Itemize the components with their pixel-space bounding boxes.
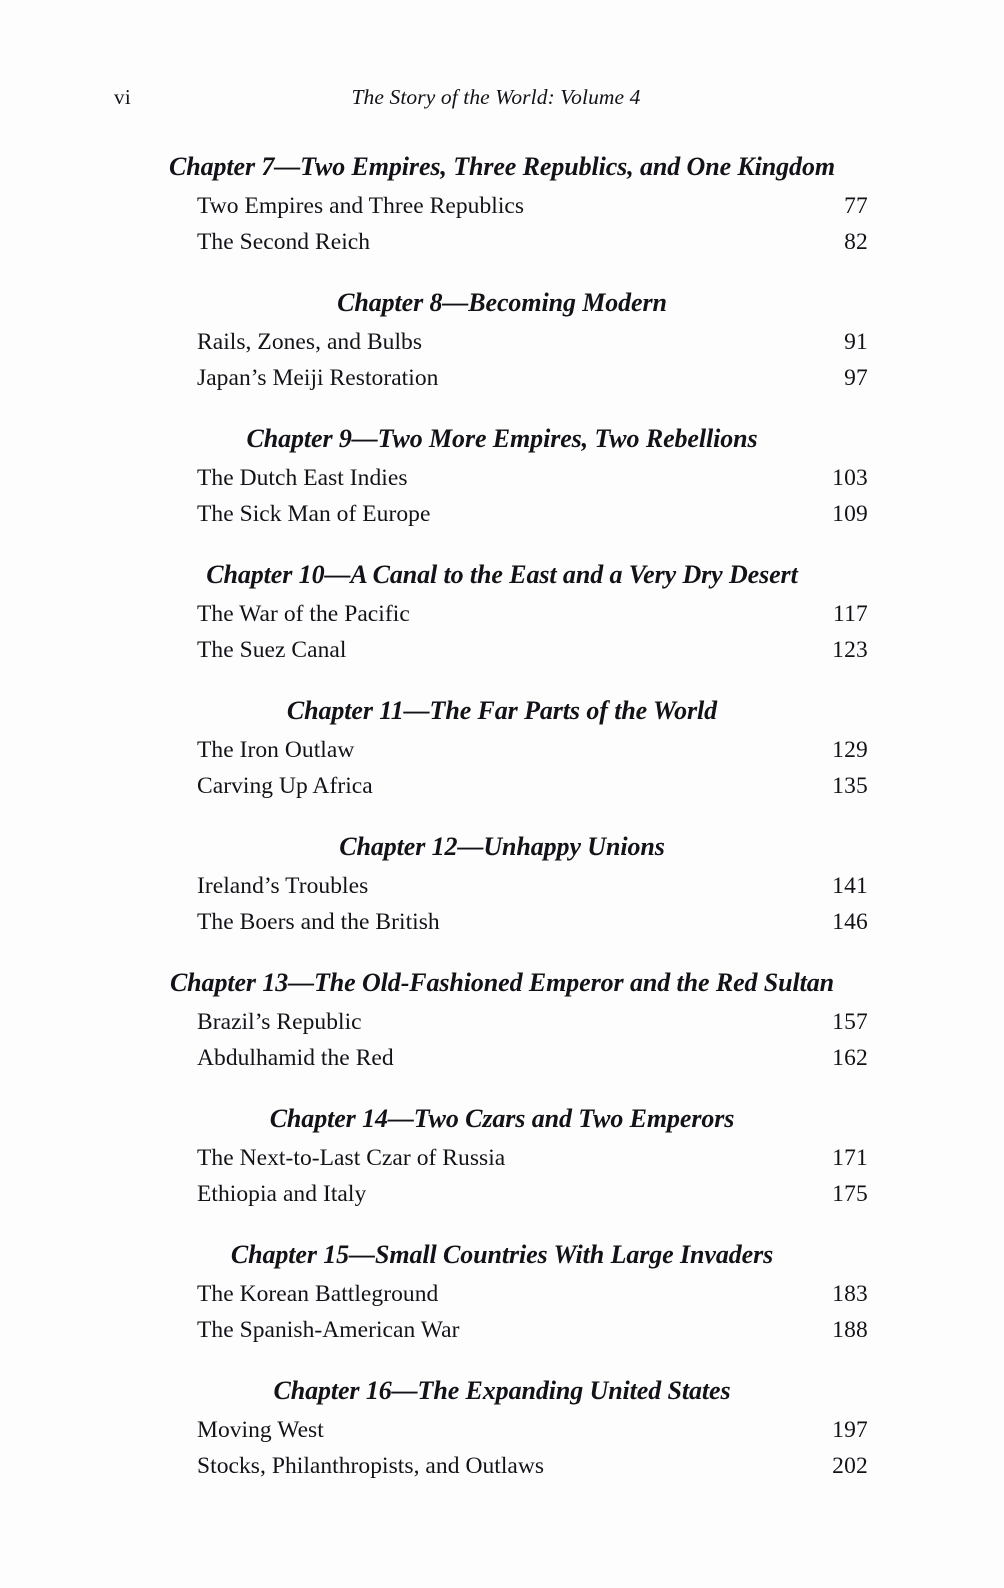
toc-entry-page-number: 202 bbox=[832, 1452, 868, 1479]
toc-entry-title: Brazil’s Republic bbox=[197, 1009, 362, 1035]
toc-entry-title: The War of the Pacific bbox=[197, 601, 410, 627]
toc-entry-title: Rails, Zones, and Bulbs bbox=[197, 329, 423, 355]
toc-entry-title: Moving West bbox=[197, 1417, 324, 1443]
toc-entry[interactable] bbox=[114, 597, 890, 633]
toc-entry[interactable] bbox=[114, 497, 890, 533]
toc-entry-page-number: 197 bbox=[832, 1417, 868, 1443]
toc-entry-title: Japan’s Meiji Restoration bbox=[197, 364, 439, 391]
toc-entry-title: The Spanish-American War bbox=[197, 1316, 460, 1343]
toc-entry-title: Carving Up Africa bbox=[197, 772, 373, 799]
toc-entry-title: The Iron Outlaw bbox=[197, 737, 355, 763]
chapter-heading[interactable]: Chapter 10—A Canal to the East and a Very Dry Desert bbox=[206, 560, 798, 589]
chapter-group bbox=[114, 1100, 890, 1212]
toc-entry-title: Ireland’s Troubles bbox=[197, 873, 369, 899]
chapter-group bbox=[114, 148, 890, 260]
toc-entry-page-number: 135 bbox=[832, 772, 868, 799]
chapter-heading[interactable]: Chapter 16—The Expanding United States bbox=[273, 1376, 731, 1405]
toc-entry[interactable] bbox=[114, 325, 890, 361]
toc-entry-page-number: 117 bbox=[833, 601, 868, 627]
toc-entry-title: The Boers and the British bbox=[197, 908, 440, 935]
toc-entry-page-number: 188 bbox=[832, 1316, 868, 1343]
running-header bbox=[0, 82, 1004, 116]
chapter-heading[interactable]: Chapter 13—The Old-Fashioned Emperor and the Red Sultan bbox=[169, 968, 835, 997]
toc-entry[interactable] bbox=[114, 1313, 890, 1349]
toc-entry-page-number: 97 bbox=[844, 364, 868, 391]
toc-entry-page-number: 109 bbox=[832, 500, 868, 527]
chapter-group bbox=[114, 692, 890, 804]
toc-entry-page-number: 175 bbox=[832, 1180, 868, 1207]
toc-entry[interactable] bbox=[114, 361, 890, 397]
toc-entry[interactable] bbox=[114, 189, 890, 225]
chapter-heading[interactable]: Chapter 12—Unhappy Unions bbox=[339, 832, 665, 861]
toc-entry-title: The Second Reich bbox=[197, 228, 371, 255]
toc-entry[interactable] bbox=[114, 769, 890, 805]
toc-entry[interactable] bbox=[114, 461, 890, 497]
toc-entry[interactable] bbox=[114, 1041, 890, 1077]
toc-entry-title: Abdulhamid the Red bbox=[197, 1044, 394, 1071]
chapter-group bbox=[114, 284, 890, 396]
toc-entry[interactable] bbox=[114, 869, 890, 905]
toc-entry-title: The Korean Battleground bbox=[197, 1281, 439, 1307]
chapter-group bbox=[114, 828, 890, 940]
chapter-heading[interactable]: Chapter 8—Becoming Modern bbox=[337, 288, 667, 317]
toc-entry-page-number: 82 bbox=[844, 228, 868, 255]
chapter-group bbox=[114, 964, 890, 1076]
toc-entry[interactable] bbox=[114, 1277, 890, 1313]
toc-entry-title: The Next-to-Last Czar of Russia bbox=[197, 1145, 506, 1171]
table-of-contents bbox=[114, 148, 890, 1484]
toc-entry[interactable] bbox=[114, 1177, 890, 1213]
toc-entry-page-number: 129 bbox=[832, 737, 868, 763]
chapter-heading[interactable]: Chapter 9—Two More Empires, Two Rebellions bbox=[246, 424, 758, 453]
book-running-title: The Story of the World: Volume 4 bbox=[351, 85, 641, 109]
toc-entry-page-number: 123 bbox=[832, 636, 868, 663]
toc-entry[interactable] bbox=[114, 733, 890, 769]
toc-entry[interactable] bbox=[114, 1413, 890, 1449]
toc-entry-page-number: 183 bbox=[832, 1281, 868, 1307]
toc-entry[interactable] bbox=[114, 1141, 890, 1177]
page-folio: vi bbox=[114, 85, 132, 109]
chapter-group bbox=[114, 556, 890, 668]
toc-entry-page-number: 77 bbox=[844, 193, 868, 219]
toc-entry-page-number: 171 bbox=[832, 1145, 868, 1171]
toc-entry[interactable] bbox=[114, 1005, 890, 1041]
chapter-group bbox=[114, 1372, 890, 1484]
toc-entry[interactable] bbox=[114, 633, 890, 669]
toc-entry-page-number: 103 bbox=[832, 465, 868, 491]
toc-entry-title: The Suez Canal bbox=[197, 636, 347, 663]
toc-entry-title: The Sick Man of Europe bbox=[197, 500, 431, 527]
toc-entry-page-number: 157 bbox=[832, 1009, 868, 1035]
toc-entry[interactable] bbox=[114, 1449, 890, 1485]
toc-entry-title: The Dutch East Indies bbox=[197, 465, 408, 491]
chapter-heading[interactable]: Chapter 7—Two Empires, Three Republics, and One Kingdom bbox=[169, 152, 835, 181]
toc-entry-page-number: 146 bbox=[832, 908, 868, 935]
chapter-heading[interactable]: Chapter 11—The Far Parts of the World bbox=[286, 696, 718, 725]
toc-entry-title: Ethiopia and Italy bbox=[197, 1180, 367, 1207]
chapter-heading[interactable]: Chapter 15—Small Countries With Large Invaders bbox=[230, 1240, 774, 1269]
toc-entry-page-number: 141 bbox=[832, 873, 868, 899]
toc-entry-title: Stocks, Philanthropists, and Outlaws bbox=[197, 1452, 545, 1479]
toc-entry[interactable] bbox=[114, 225, 890, 261]
toc-entry-page-number: 162 bbox=[832, 1044, 868, 1071]
toc-entry-title: Two Empires and Three Republics bbox=[197, 193, 525, 219]
toc-entry-page-number: 91 bbox=[844, 329, 868, 355]
toc-entry[interactable] bbox=[114, 905, 890, 941]
chapter-group bbox=[114, 420, 890, 532]
chapter-group bbox=[114, 1236, 890, 1348]
chapter-heading[interactable]: Chapter 14—Two Czars and Two Emperors bbox=[269, 1104, 735, 1133]
